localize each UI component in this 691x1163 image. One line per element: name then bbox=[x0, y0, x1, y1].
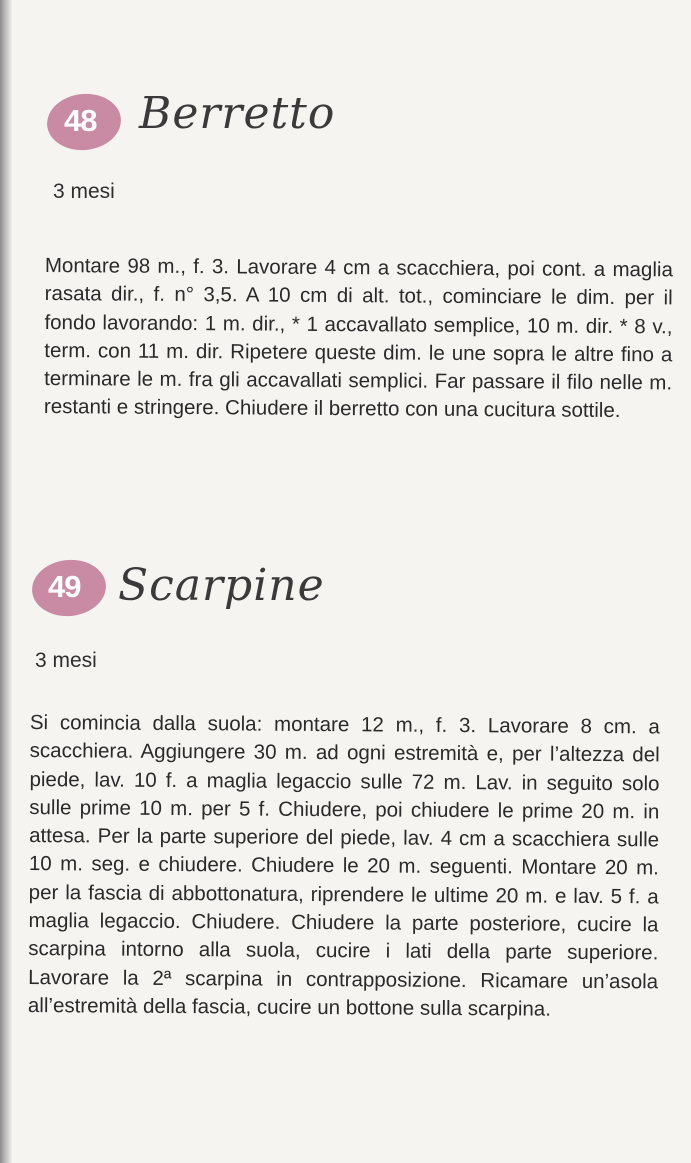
pattern-instructions: Montare 98 m., f. 3. Lavorare 4 cm a scacchiera, poi cont. a maglia rasata dir., f. n° 3,5. A 10 cm di alt. tot., cominciare le dim. per il fondo lavorando: 1 m. dir., * 1 accavallato semplice, 10 m. dir. * 8 v., term. con 11 m. dir. Ripetere queste dim. le une sopra le altre fino a terminare le m. fra gli accavallati semplici. Far passare il filo nelle m. restanti e stringere. Chiudere il berretto con una cucitura sottile. bbox=[43, 253, 673, 423]
pattern-instructions: Si comincia dalla suola: montare 12 m., f. 3. Lavorare 8 cm. a scacchiera. Aggiungere 30 m. ad ogni estremità e, per l’altezza del piede, lav. 10 f. a maglia legaccio sulle 72 m. Lav. in seguito solo sulle prime 10 m. per 5 f. Chiudere, poi chiudere le prime 20 m. in attesa. Per la parte superiore del piede, lav. 4 cm a scacchiera sulle 10 m. seg. e chiudere. Chiudere le 20 m. seguenti. Montare 20 m. per la fascia di abbottonatura, riprendere le ultime 20 m. e lav. 5 f. a maglia legaccio. Chiudere. Chiudere la parte posteriore, cucire la scarpina intorno alla suola, cucire i lati della parte superiore. Lavorare la 2ª scarpina in contrapposizione. Ricamare un’asola all’estremità della fascia, cucire un bottone sulla scarpina. bbox=[27, 710, 660, 1021]
pattern-number: 48 bbox=[64, 103, 97, 138]
pattern-number: 49 bbox=[48, 569, 81, 604]
pattern-age: 3 mesi bbox=[53, 180, 115, 203]
pattern-title: Scarpine bbox=[118, 560, 325, 611]
pattern-age: 3 mesi bbox=[35, 649, 97, 672]
pattern-title: Berretto bbox=[139, 88, 336, 139]
page-gutter-shadow bbox=[0, 0, 12, 1163]
